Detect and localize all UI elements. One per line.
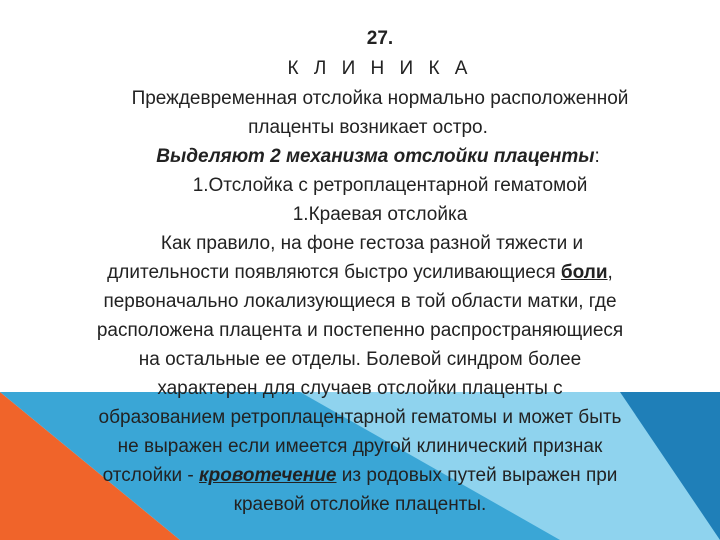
text-line-12: образованием ретроплацентарной гематомы и может быть (98, 407, 622, 428)
text-line-2: плаценты возникает остро. (248, 117, 488, 138)
text-line-6: Как правило, на фоне гестоза разной тяжести и (160, 233, 584, 254)
text-line-11: характерен для случаев отслойки плаценты с (157, 378, 563, 399)
slide-number: 27. (366, 28, 394, 49)
text-line-8: первоначально локализующиеся в той области матки, где (103, 291, 617, 312)
text-line-13: не выражен если имеется другой клинический признак (117, 436, 603, 457)
text-line-5: 1.Краевая отслойка (292, 204, 468, 225)
text-line-15: краевой отслойке плаценты. (233, 494, 487, 515)
line-14-start: отслойки - (102, 465, 200, 486)
text-line-4: 1.Отслойка с ретроплацентарной гематомой (192, 175, 588, 196)
text-line-7 (0, 258, 720, 287)
text-line-3 (18, 142, 720, 171)
text-line-14 (0, 461, 720, 490)
mechanisms-heading: Выделяют 2 механизма отслойки плаценты (156, 146, 595, 167)
line-7-start: длительности появляются быстро усиливающиеся (107, 262, 561, 283)
line-7-end: , (607, 262, 613, 283)
line-14-end: из родовых путей выражен при (336, 465, 618, 486)
text-line-1: Преждевременная отслойка нормально расположенной (131, 88, 629, 109)
text-line-9: расположена плацента и постепенно распространяющиеся (96, 320, 624, 341)
text-line-10: на остальные ее отделы. Болевой синдром более (138, 349, 582, 370)
pain-emphasis: боли (560, 262, 608, 283)
slide-title: К Л И Н И К А (287, 58, 473, 79)
bleeding-emphasis: кровотечение (199, 465, 337, 486)
mechanisms-colon: : (594, 146, 600, 167)
